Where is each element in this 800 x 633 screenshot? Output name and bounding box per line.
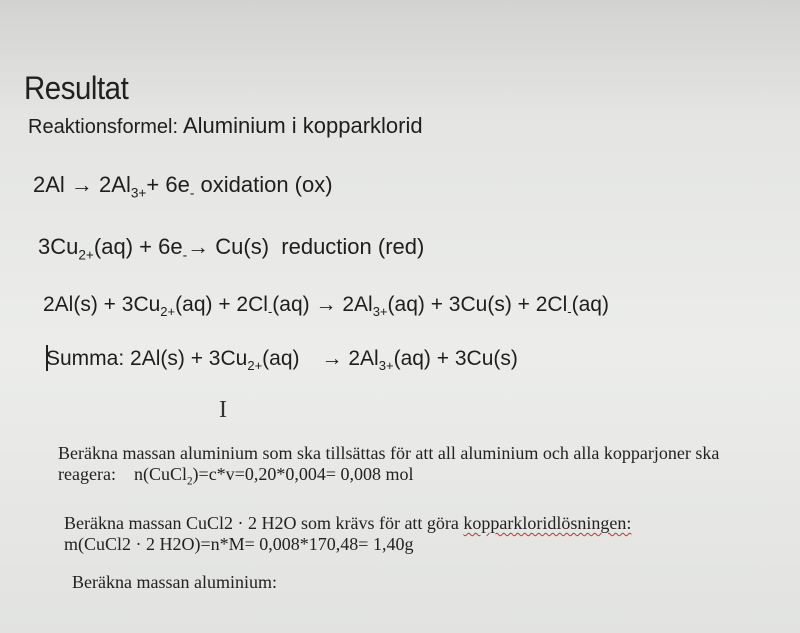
ox-product: 2Al xyxy=(99,172,131,197)
formula-name: Aluminium i kopparklorid xyxy=(182,113,423,138)
spellcheck-word[interactable]: kopparkloridlösningen: xyxy=(463,513,632,533)
ox-reactant: 2Al xyxy=(33,172,65,197)
red-product: Cu(s) xyxy=(215,234,270,259)
ox-label: oxidation (ox) xyxy=(200,172,333,197)
calc-paragraph-1[interactable] xyxy=(58,443,778,493)
sum-part-c: 2Al xyxy=(348,347,379,370)
full-part-c: (aq) xyxy=(272,293,310,316)
calc-paragraph-2[interactable] xyxy=(64,513,764,555)
calc-1-formula: n(CuCl xyxy=(133,464,187,484)
calc-2-result: m(CuCl2 · 2 H2O)=n*M= 0,008*170,48= 1,40g xyxy=(64,534,414,554)
full-charge-a: 2+ xyxy=(160,304,176,320)
sum-part-a: Summa: 2Al(s) + 3Cu xyxy=(46,347,248,370)
full-charge-e: - xyxy=(567,304,572,320)
reduction-equation xyxy=(38,234,424,262)
sum-charge-c: 3+ xyxy=(378,358,394,374)
sum-part-b: (aq) xyxy=(262,347,300,370)
ox-electrons: + 6e xyxy=(146,172,190,197)
red-label: reduction (red) xyxy=(281,234,425,259)
full-part-a: 2Al(s) + 3Cu xyxy=(43,293,161,316)
red-reactant: 3Cu xyxy=(38,234,79,259)
red-electron-charge: - xyxy=(182,247,188,263)
full-part-b: (aq) + 2Cl xyxy=(175,293,268,316)
red-reactant-rest: (aq) + 6e xyxy=(93,234,183,259)
full-charge-b: - xyxy=(267,304,273,320)
reaction-formula-heading xyxy=(28,113,423,139)
full-arrow: → xyxy=(315,293,337,316)
red-reactant-charge: 2+ xyxy=(78,247,94,263)
ox-electron-charge: - xyxy=(189,185,195,201)
formula-label: Reaktionsformel: xyxy=(28,116,179,138)
full-part-f: (aq) xyxy=(571,293,609,316)
full-part-d: 2Al xyxy=(342,293,373,316)
red-arrow: → xyxy=(187,234,210,259)
calc-1-text: Beräkna massan aluminium som ska tillsättas för att all aluminium och alla kopparjoner ska reagera: xyxy=(58,443,720,484)
calc-1-sub: 2 xyxy=(186,475,193,488)
full-charge-d: 3+ xyxy=(372,304,388,320)
sum-equation[interactable] xyxy=(46,347,518,373)
sum-charge-a: 2+ xyxy=(247,358,263,374)
full-equation xyxy=(43,293,609,319)
ox-arrow: → xyxy=(70,172,93,197)
calc-paragraph-3[interactable]: Beräkna massan aluminium: xyxy=(72,572,277,592)
calc-1-result: )=c*v=0,20*0,004= 0,008 mol xyxy=(192,464,414,484)
sum-arrow: → xyxy=(321,347,343,370)
sum-part-d: (aq) + 3Cu(s) xyxy=(393,347,518,370)
oxidation-equation xyxy=(33,172,333,200)
calc-2-text: Beräkna massan CuCl2 · 2 H2O som krävs för att göra xyxy=(64,513,459,533)
ox-product-charge: 3+ xyxy=(130,185,147,201)
full-part-e: (aq) + 3Cu(s) + 2Cl xyxy=(387,293,568,316)
ibeam-cursor-icon: I xyxy=(219,397,227,423)
page-title: Resultat xyxy=(24,70,129,106)
